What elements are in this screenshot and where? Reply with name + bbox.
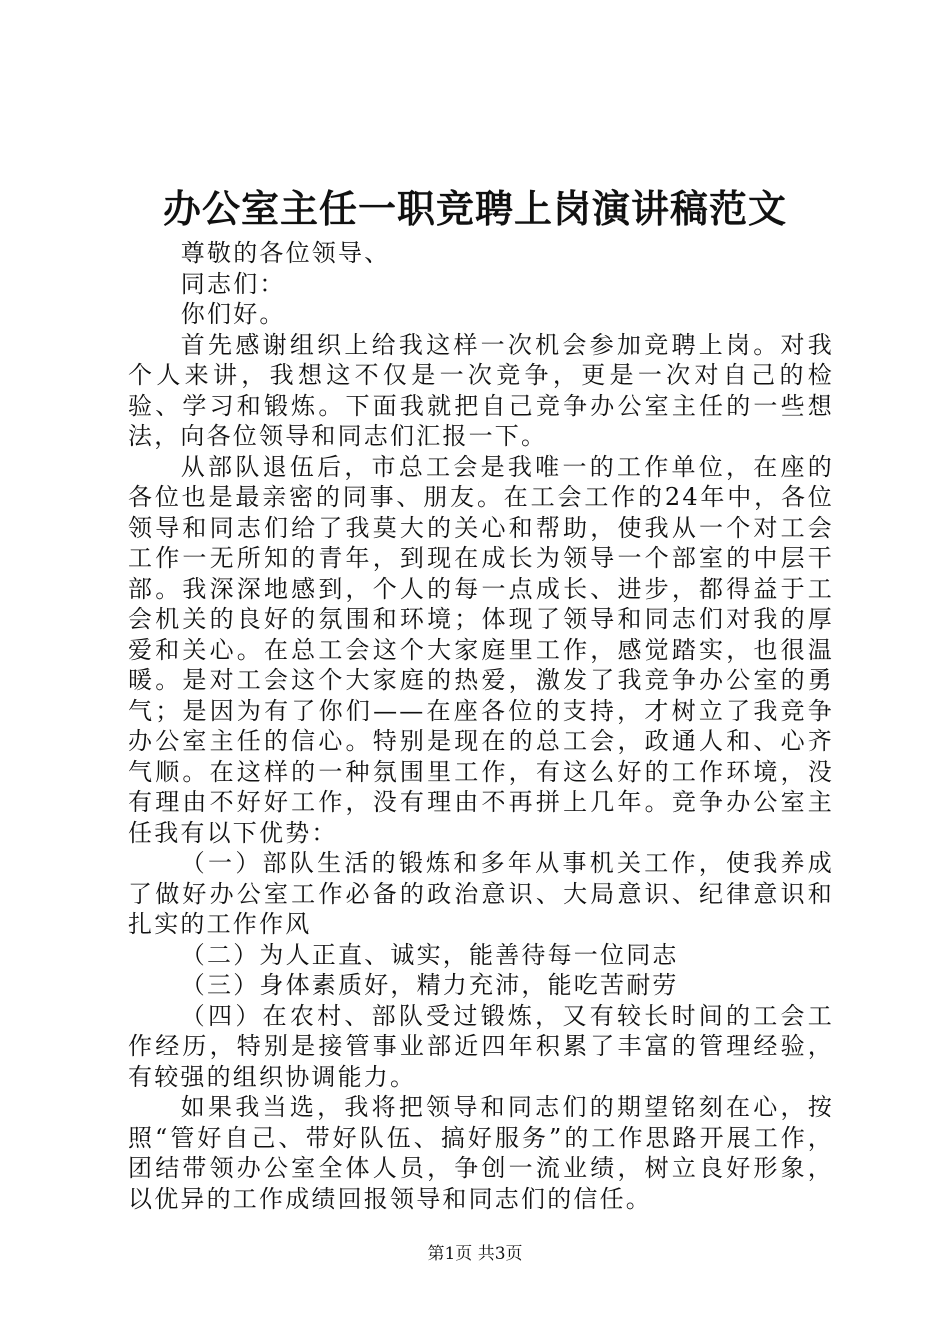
page-footer: 第1页 共3页 [427, 1244, 523, 1264]
salutation-line-2: 同志们： [180, 269, 286, 298]
advantage-item-2: （二）为人正直、诚实，能善待每一位同志 [180, 940, 679, 969]
paragraph-closing: 如果我当选，我将把领导和同志们的期望铭刻在心，按照“管好自己、带好队伍、搞好服务”的工作思路开展工作，团结带领办公室全体人员，争创一流业绩，树立良好形象，以优异的工作成绩回报领导和同志们的信任。 [128, 1093, 834, 1213]
document-body [128, 238, 834, 1214]
advantage-item-3: （三）身体素质好，精力充沛，能吃苦耐劳 [180, 971, 679, 999]
paragraph-background: 从部队退伍后，市总工会是我唯一的工作单位，在座的各位也是最亲密的同事、朋友。在工会工作的24年中，各位领导和同志们给了我莫大的关心和帮助，使我从一个对工会工作一无所知的青年，到现在成长为领导一个部室的中层干部。我深深地感到，个人的每一点成长、进步，都得益于工会机关的良好的氛围和环境；体现了领导和同志们对我的厚爱和关心。在总工会这个大家庭里工作，感觉踏实，也很温暖。是对工会这个大家庭的热爱，激发了我竞争办公室的勇气；是因为有了你们——在座各位的支持，才树立了我竞争办公室主任的信心。特别是现在的总工会，政通人和、心齐气顺。在这样的一种氛围里工作，有这么好的工作环境，没有理由不好好工作，没有理由不再拼上几年。竞争办公室主任我有以下优势： [128, 452, 834, 847]
greeting: 你们好。 [180, 300, 286, 328]
advantage-item-1: （一）部队生活的锻炼和多年从事机关工作，使我养成了做好办公室工作必备的政治意识、大局意识、纪律意识和扎实的工作作风 [128, 849, 834, 938]
advantage-item-4: （四）在农村、部队受过锻炼，又有较长时间的工会工作经历，特别是接管事业部近四年积累了丰富的管理经验，有较强的组织协调能力。 [128, 1001, 834, 1091]
salutation-line-1: 尊敬的各位领导、 [180, 239, 391, 267]
paragraph-intro: 首先感谢组织上给我这样一次机会参加竞聘上岗。对我个人来讲，我想这不仅是一次竞争，更是一次对自己的检验、学习和锻炼。下面我就把自己竞争办公室主任的一些想法，向各位领导和同志们汇报一下。 [128, 330, 834, 450]
document-title: 办公室主任一职竞聘上岗演讲稿范文 [162, 186, 787, 231]
